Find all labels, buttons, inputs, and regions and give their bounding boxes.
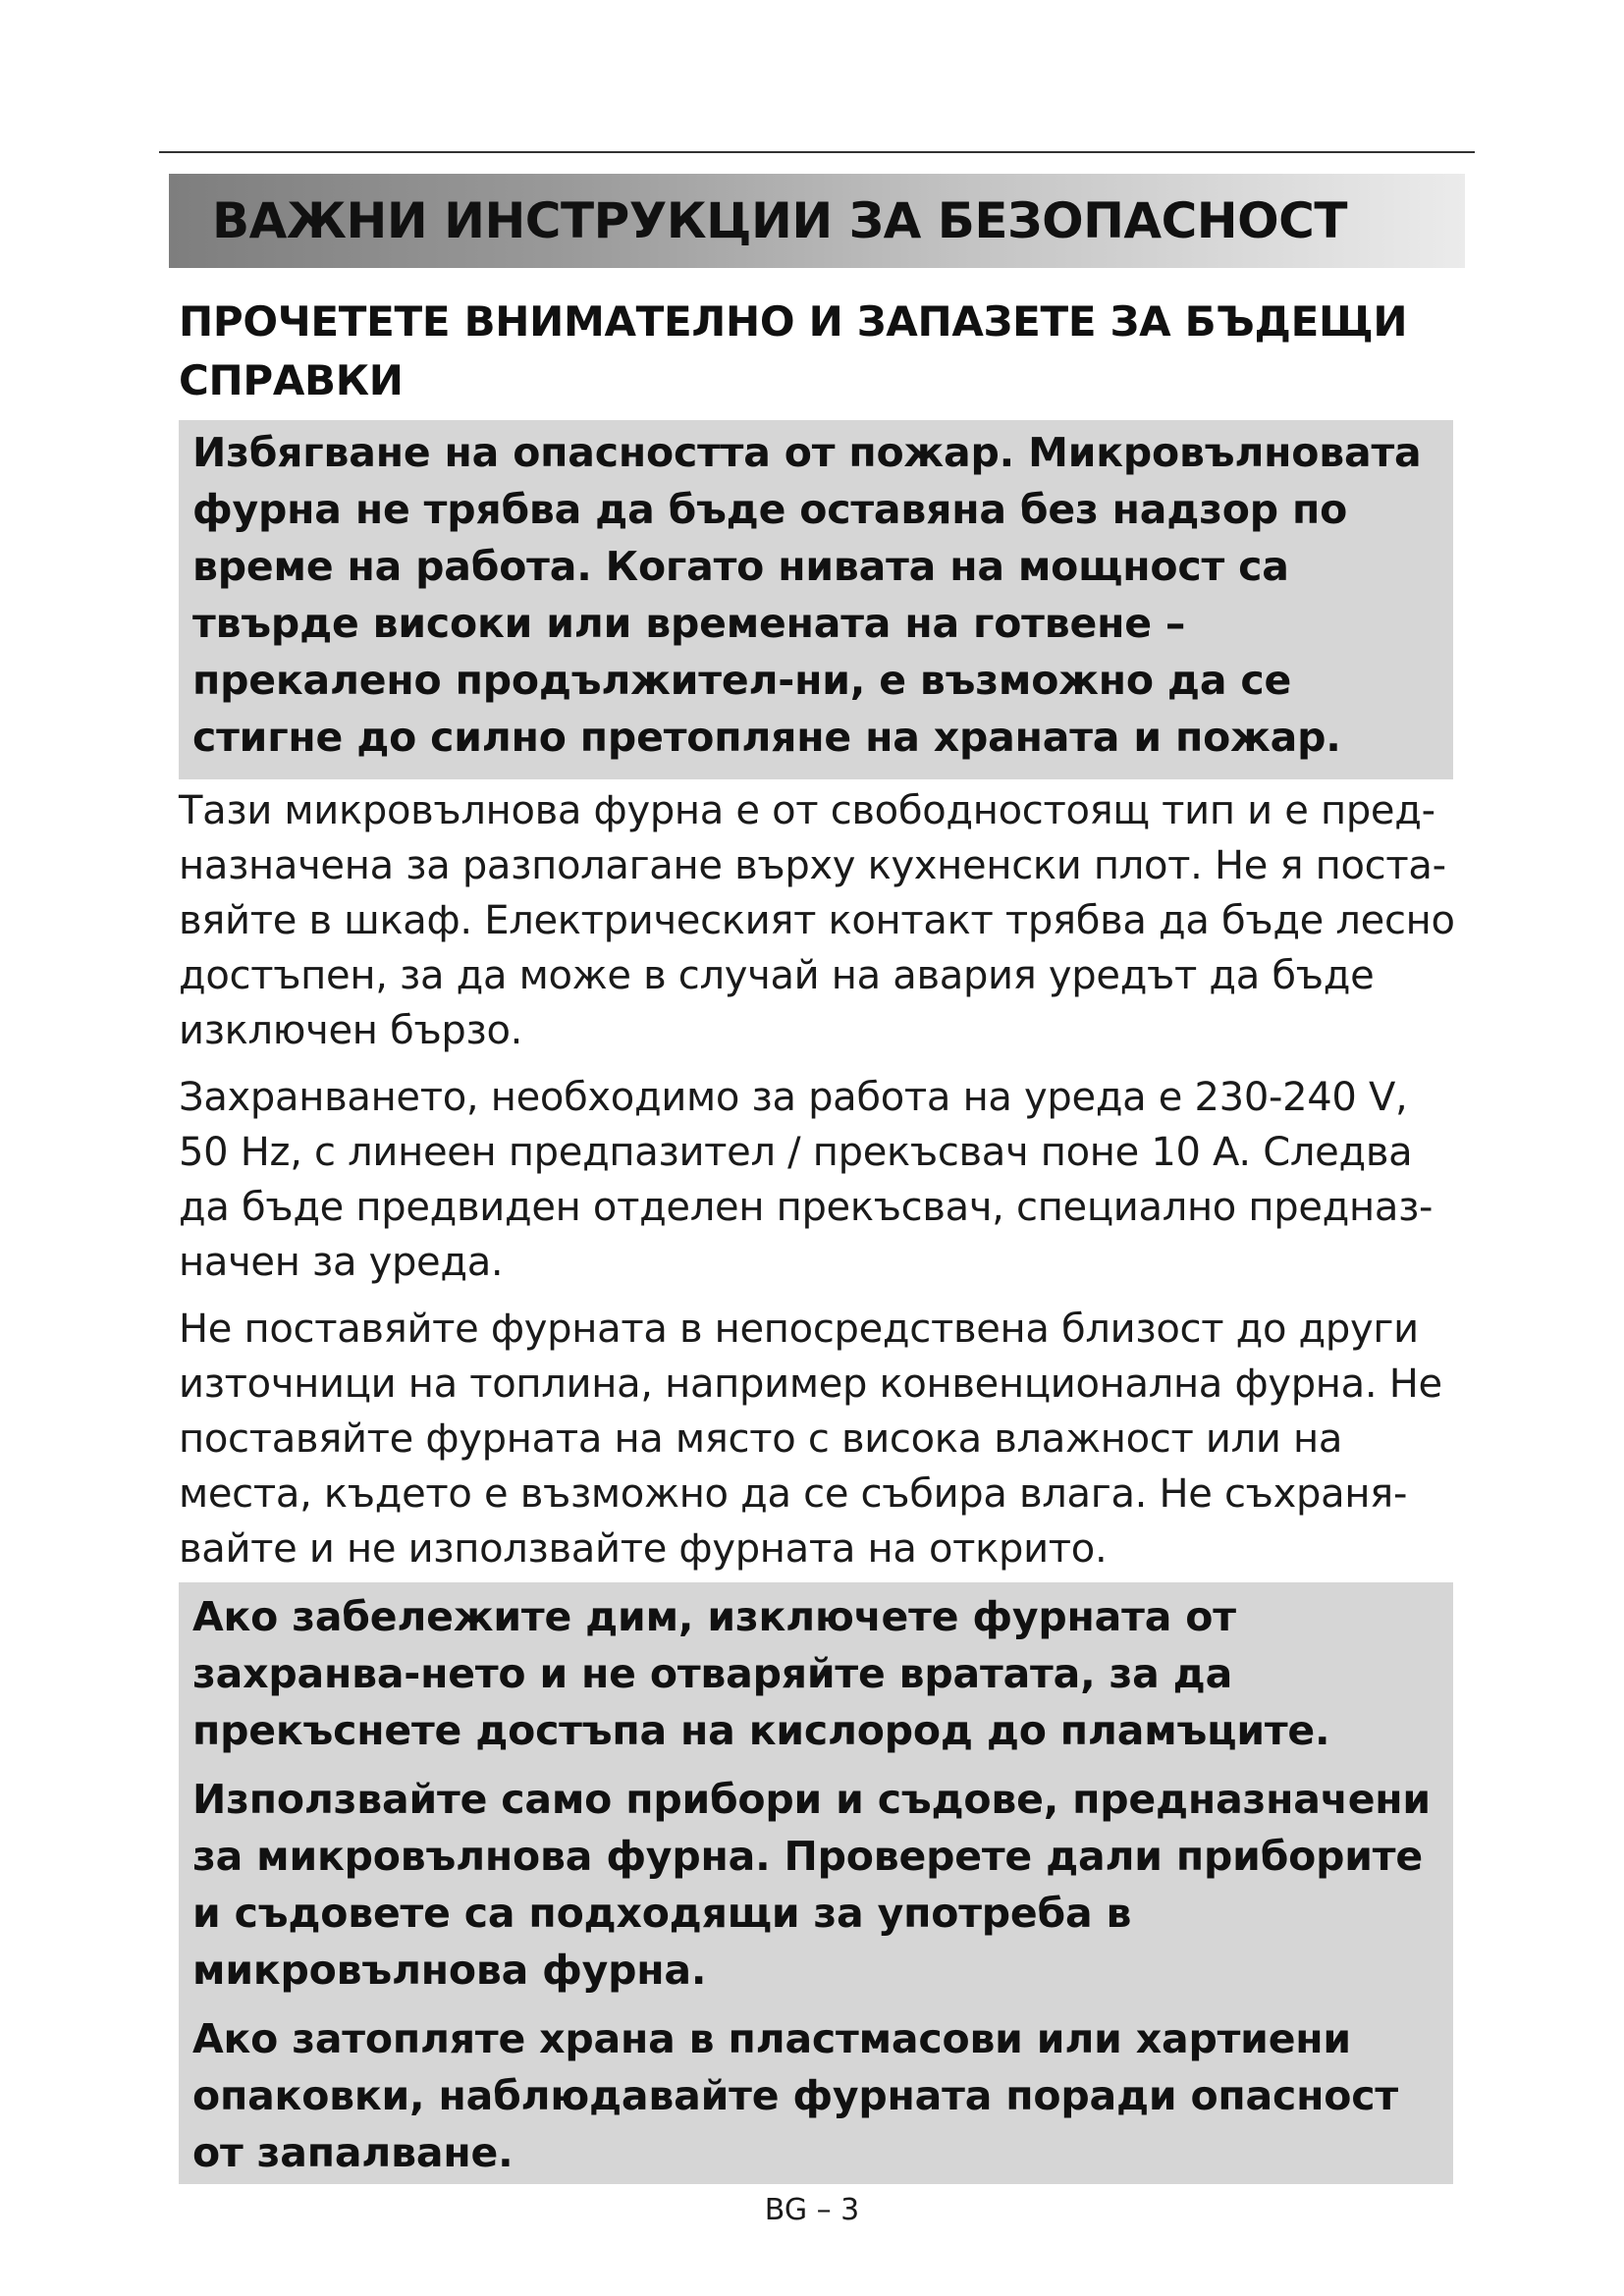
- warning-smoke: Ако забележите дим, изключете фурната от захранва-нето и не отваряйте вратата, за да прекъснете достъпа на кислород до пламъците.: [192, 1593, 1330, 1754]
- warning-packaging: Ако затопляте храна в пластмасови или хартиени опаковки, наблюдавайте фурната поради опасност от запалване.: [192, 2015, 1398, 2176]
- paragraph-placement: Тази микровълнова фурна е от свободностоящ тип и е пред-назначена за разполагане върху кухненски плот. Не я поста-вяйте в шкаф. Електрическият контакт трябва да бъде лесно достъпен, за да може в случай на авария уредът да бъде изключен бързо.: [179, 788, 1455, 1053]
- page-number: BG – 3: [764, 2193, 860, 2227]
- paragraph-location: Не поставяйте фурната в непосредствена близост до други източници на топлина, например конвенционална фурна. Не поставяйте фурната на място с висока влажност или на места, където е възможно да се събира влага. Не съхраня-вайте и не използвайте фурната на открито.: [179, 1307, 1442, 1572]
- warning-utensils: Използвайте само прибори и съдове, предназначени за микровълнова фурна. Проверете дали приборите и съдовете са подходящи за употреба в микровълнова фурна.: [192, 1776, 1431, 1994]
- section-subtitle: ПРОЧЕТЕТЕ ВНИМАТЕЛНО И ЗАПАЗЕТЕ ЗА БЪДЕЩИ СПРАВКИ: [179, 297, 1408, 404]
- paragraph-power-supply: Захранването, необходимо за работа на уреда е 230-240 V, 50 Hz, с линеен предпазител / прекъсвач поне 10 A. Следва да бъде предвиден отделен прекъсвач, специално предназ-начен за уреда.: [179, 1075, 1434, 1285]
- title-banner: [169, 174, 1465, 268]
- top-divider: [159, 151, 1475, 153]
- fire-warning-box: [179, 420, 1453, 779]
- page-title: ВАЖНИ ИНСТРУКЦИИ ЗА БЕЗОПАСНОСТ: [212, 192, 1347, 249]
- safety-warning-box: [179, 1582, 1453, 2184]
- fire-warning-text: Избягване на опасността от пожар. Микровълновата фурна не трябва да бъде оставяна без надзор по време на работа. Когато нивата на мощност са твърде високи или времената на готвене – прекалено продължител-ни, е възможно да се стигне до силно претопляне на храната и пожар.: [192, 429, 1422, 761]
- body-paragraphs: [179, 783, 1465, 1588]
